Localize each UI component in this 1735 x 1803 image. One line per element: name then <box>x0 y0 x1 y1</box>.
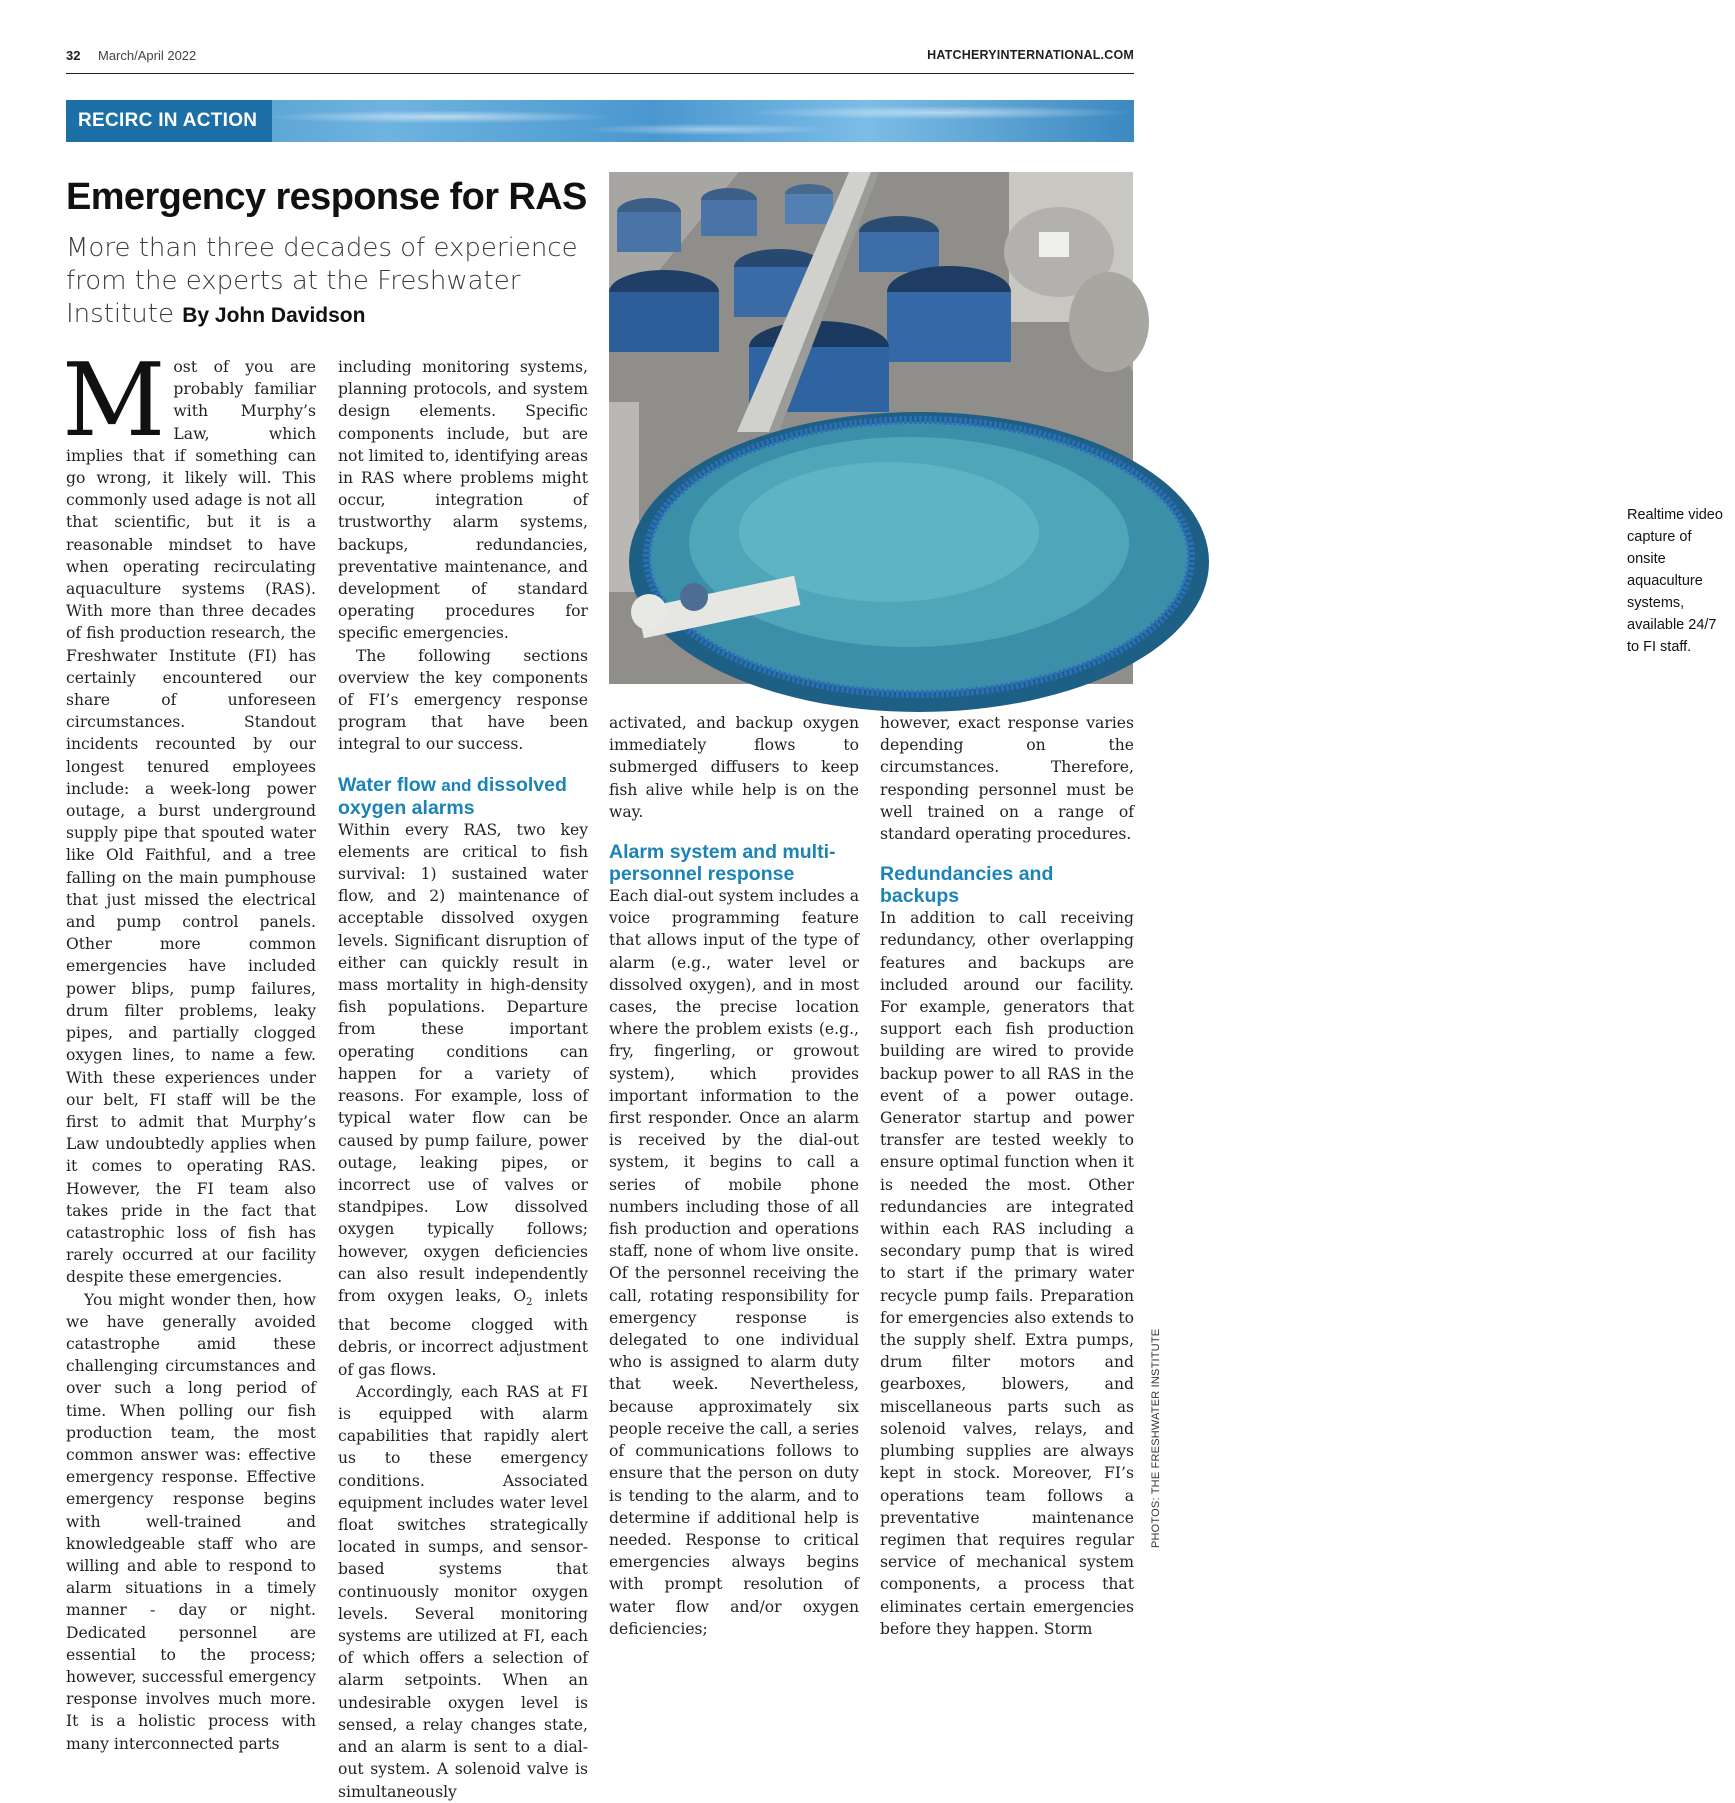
paragraph-10: In addition to call receiving redundancy, other overlapping features and backups are included around our facility. For example, generators that support each fish production building are wired to provide backup power to all RAS in the event of a power outage. Generator startup and power transfer are tested weekly to ensure optimal function when it is needed the most. Other redundancies are integrated within each RAS including a secondary pump that is wired to start if the primary water recycle pump fails. Preparation for emergencies also extends to the supply shelf. Extra pumps, drum filter motors and gearboxes, blowers, and miscellaneous parts such as solenoid valves, relays, and plumbing supplies are always kept in stock. Moreover, FI’s operations team follows a preventative maintenance regimen that requires regular service of mechanical system components, a process that eliminates certain emergencies before they happen. Storm <box>880 909 1134 1638</box>
subhead-part: Water flow <box>338 773 442 796</box>
site-url: HATCHERYINTERNATIONAL.COM <box>927 48 1134 62</box>
paragraph-5-text-cont: inlets that become clogged with debris, or incorrect adjustment of gas flows. <box>338 1286 588 1379</box>
paragraph-5 <box>338 819 588 1381</box>
column-1 <box>62 341 316 1755</box>
subhead-redundancies: Redundancies and backups <box>880 863 1054 908</box>
article-title: Emergency response for RAS <box>66 176 587 218</box>
section-label: RECIRC IN ACTION <box>66 100 272 142</box>
intro-text: ost of you are probably familiar with Murphy’s Law, which implies that if something can go wrong, it likely will. This commonly used adage is not all that scientific, but it is a reasonable mindset to have when operating recirculating aquaculture systems (RAS). With more than three decades of fish production research, the Freshwater Institute (FI) has certainly encountered our share of unforeseen circumstances. Standout incidents recounted by our longest tenured employees include: a week-long power outage, a burst underground supply pipe that spouted water like Old Faithful, and a tree falling on the main pumphouse that just missed the electrical and pump control panels. Other more common emergencies have included power blips, pump failures, drum filter problems, leaky pipes, and partially clogged oxygen lines, to name a few. With these experiences under our belt, FI staff will be the first to admit that Murphy’s Law undoubtedly applies when it comes to operating RAS. However, the FI team also takes pride in the fact that catastrophic loss of fish has rarely occurred at our facility despite these emergencies. <box>66 358 316 1287</box>
paragraph-3: including monitoring systems, planning protocols, and system design elements. Specific components include, but are not limited to, identifying areas in RAS where problems might occur, integration of trustworthy alarm systems, backups, redundancies, preventative maintenance, and development of standard operating procedures for specific emergencies. <box>338 358 588 643</box>
paragraph-7: activated, and backup oxygen immediately flows to submerged diffusers to keep fish alive while help is on the way. <box>609 714 859 821</box>
photo-illustration <box>609 172 1133 684</box>
paragraph-9: however, exact response varies depending on the circumstances. Therefore, responding personnel must be well trained on a range of standard operating procedures. <box>880 714 1134 844</box>
subhead-alarm-system: Alarm system and multi-personnel response <box>609 841 836 886</box>
issue-date: March/April 2022 <box>98 48 197 63</box>
subhead-part: dissolved oxygen alarms <box>338 773 567 819</box>
page-header <box>66 44 1134 74</box>
paragraph-4: The following sections overview the key components of FI’s emergency response program that have been integral to our success. <box>338 646 588 754</box>
drop-cap: M <box>62 341 166 459</box>
page-number: 32 <box>66 48 81 63</box>
photo-credit: PHOTOS: THE FRESHWATER INSTITUTE <box>1150 1328 1162 1548</box>
column-2 <box>338 356 588 1803</box>
paragraph-8: Each dial-out system includes a voice programming feature that allows input of the type of alarm (e.g., water level or dissolved oxygen), and in most cases, the precise location where the problem exists (e.g., fry, fingerling, or growout system), which provides important information to the first responder. Once an alarm is received by the dial-out system, it begins to call a series of mobile phone numbers including those of all fish production and operations staff, none of whom live onsite. Of the personnel receiving the call, rotating responsibility for emergency response is delegated to one individual who is assigned to alarm duty that week. Nevertheless, because approximately six people receive the call, a series of communications follows to ensure that the person on duty is tending to the alarm, and to determine if additional help is needed. Response to critical emergencies always begins with prompt resolution of water flow and/or oxygen deficiencies; <box>609 887 859 1638</box>
deck-text: More than three decades of experience from the experts at the Freshwater Institute <box>66 233 578 329</box>
section-banner <box>66 100 1134 142</box>
subhead-water-flow <box>338 774 588 819</box>
photo-caption: Realtime video capture of onsite aquaculture systems, available 24/7 to FI staff. <box>1615 492 1735 662</box>
column-3 <box>609 712 859 1640</box>
paragraph-6: Accordingly, each RAS at FI is equipped with alarm capabilities that rapidly alert us to these emergency conditions. Associated equipment includes water level float switches strategically located in sumps, and sensor-based systems that continuously monitor oxygen levels. Several monitoring systems are utilized at FI, each of which offers a selection of alarm setpoints. When an undesirable oxygen level is sensed, a relay changes state, and an alarm is sent to a dial-out system. A solenoid valve is simultaneously <box>338 1382 588 1801</box>
byline: By John Davidson <box>182 304 366 327</box>
column-4 <box>880 712 1134 1640</box>
paragraph-2: You might wonder then, how we have generally avoided catastrophe amid these challenging circumstances and over such a long period of time. When polling our fish production team, the most common answer was: effective emergency response. Effective emergency response begins with well-trained and knowledgeable staff who are willing and able to respond to alarm situations in a timely manner - day or night. Dedicated personnel are essential to the process; however, successful emergency response involves much more. It is a holistic process with many interconnected parts <box>66 1290 316 1753</box>
paragraph-5-text: Within every RAS, two key elements are critical to fish survival: 1) sustained water flow, and 2) maintenance of acceptable dissolved oxygen levels. Significant disruption of either can quickly result in mass mortality in high-density fish populations. Departure from these important operating conditions can happen for a variety of reasons. For example, loss of typical water flow can be caused by pump failure, power outage, leaking pipes, or incorrect use of valves or standpipes. Low dissolved oxygen typically follows; however, oxygen deficiencies can also result independently from oxygen leaks, O <box>338 820 588 1305</box>
intro-paragraph <box>62 341 316 1289</box>
subhead-part: and <box>441 775 472 795</box>
o2-subscript: 2 <box>526 1297 533 1309</box>
article-deck <box>66 232 596 332</box>
aquaculture-photo <box>609 172 1723 684</box>
